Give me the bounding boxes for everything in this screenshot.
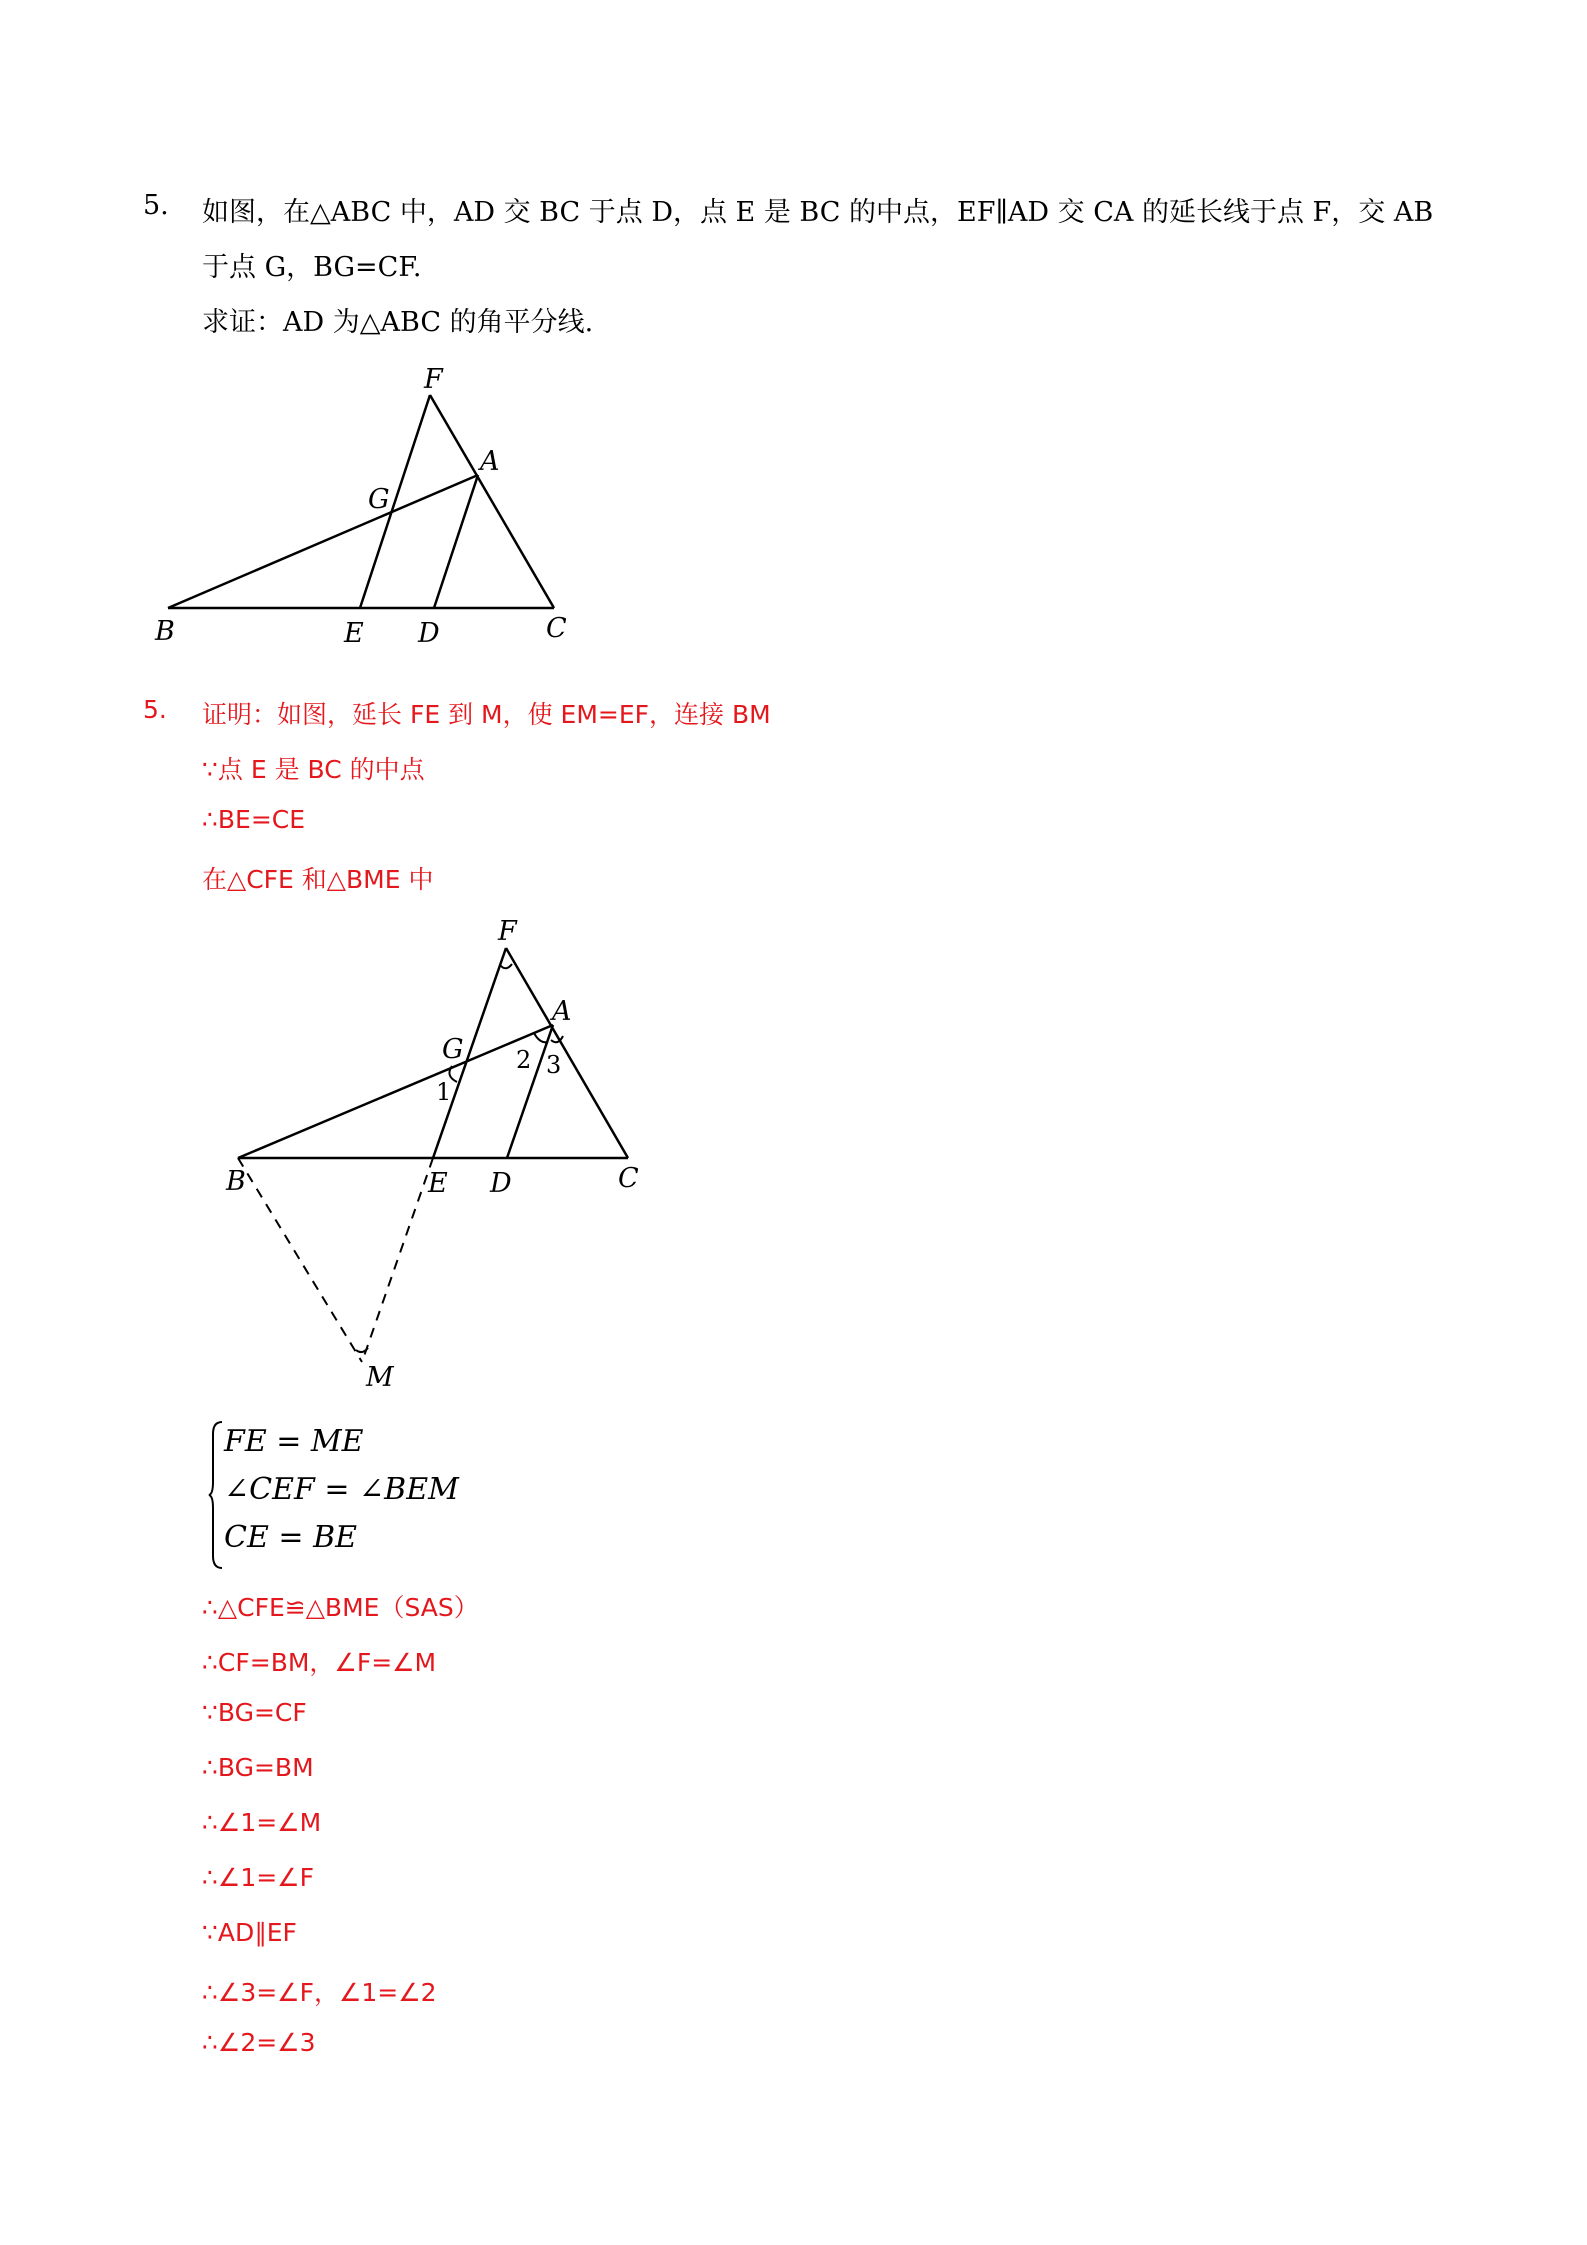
- solution-step-1: ∴△CFE≌△BME（SAS）: [202, 1593, 479, 1622]
- solution-line-3: ∴BE=CE: [202, 805, 306, 834]
- solution-step-2: ∴CF=BM，∠F=∠M: [202, 1648, 437, 1677]
- fig2-arc-2: [534, 1033, 548, 1042]
- left-brace: [208, 1420, 224, 1570]
- question-line-3: 求证：AD 为△ABC 的角平分线.: [202, 307, 594, 338]
- question-line-2: 于点 G，BG=CF.: [202, 252, 422, 283]
- fig2-angle-1-label: 1: [436, 1078, 452, 1106]
- figure-2: [0, 900, 1587, 1400]
- fig2-label-c: C: [618, 1163, 639, 1194]
- solution-line-4: 在△CFE 和△BME 中: [202, 865, 434, 894]
- solution-step-4: ∴BG=BM: [202, 1753, 314, 1782]
- solution-line-2: ∵点 E 是 BC 的中点: [202, 755, 425, 784]
- solution-step-8: ∴∠3=∠F，∠1=∠2: [202, 1978, 437, 2007]
- solution-line-1: 证明：如图，延长 FE 到 M，使 EM=EF，连接 BM: [202, 700, 771, 729]
- fig2-label-m: M: [366, 1362, 394, 1393]
- fig1-segment-ba: [168, 475, 478, 608]
- fig2-label-e: E: [428, 1168, 448, 1199]
- fig2-arc-f: [500, 964, 512, 968]
- fig2-segment-ba: [238, 1025, 553, 1158]
- equation-system: [208, 1420, 468, 1570]
- fig2-label-a: A: [552, 996, 572, 1027]
- solution-step-5: ∴∠1=∠M: [202, 1808, 322, 1837]
- fig1-label-g: G: [368, 484, 390, 515]
- solution-step-3: ∵BG=CF: [202, 1698, 307, 1727]
- question-number: 5.: [143, 190, 169, 221]
- solution-step-7: ∵AD∥EF: [202, 1918, 297, 1947]
- question-line-1: 如图，在△ABC 中，AD 交 BC 于点 D，点 E 是 BC 的中点，EF∥AD 交 CA 的延长线于点 F，交 AB: [202, 197, 1434, 228]
- fig1-label-f: F: [424, 364, 443, 395]
- fig2-label-d: D: [490, 1168, 512, 1199]
- fig2-segment-em-dashed: [362, 1158, 433, 1362]
- fig2-label-g: G: [442, 1034, 464, 1065]
- fig1-segment-fc: [430, 395, 554, 608]
- solution-step-6: ∴∠1=∠F: [202, 1863, 314, 1892]
- fig1-label-c: C: [546, 613, 567, 644]
- fig2-label-f: F: [498, 916, 517, 947]
- fig2-segment-bm-dashed: [238, 1158, 362, 1362]
- fig2-angle-2-label: 2: [516, 1046, 532, 1074]
- fig1-label-b: B: [155, 616, 175, 647]
- equation-row-1: FE = ME: [224, 1424, 364, 1459]
- equation-row-3: CE = BE: [224, 1520, 358, 1555]
- fig1-label-d: D: [418, 618, 440, 649]
- solution-number: 5.: [143, 695, 167, 724]
- fig2-segment-ad: [507, 1025, 553, 1158]
- fig1-label-e: E: [344, 618, 364, 649]
- fig1-label-a: A: [480, 446, 500, 477]
- fig2-label-b: B: [226, 1166, 246, 1197]
- equation-row-2: ∠CEF = ∠BEM: [224, 1472, 459, 1507]
- solution-step-9: ∴∠2=∠3: [202, 2028, 316, 2057]
- fig1-segment-ad: [434, 475, 478, 608]
- figure-1: [0, 0, 1587, 700]
- fig2-angle-3-label: 3: [546, 1051, 562, 1079]
